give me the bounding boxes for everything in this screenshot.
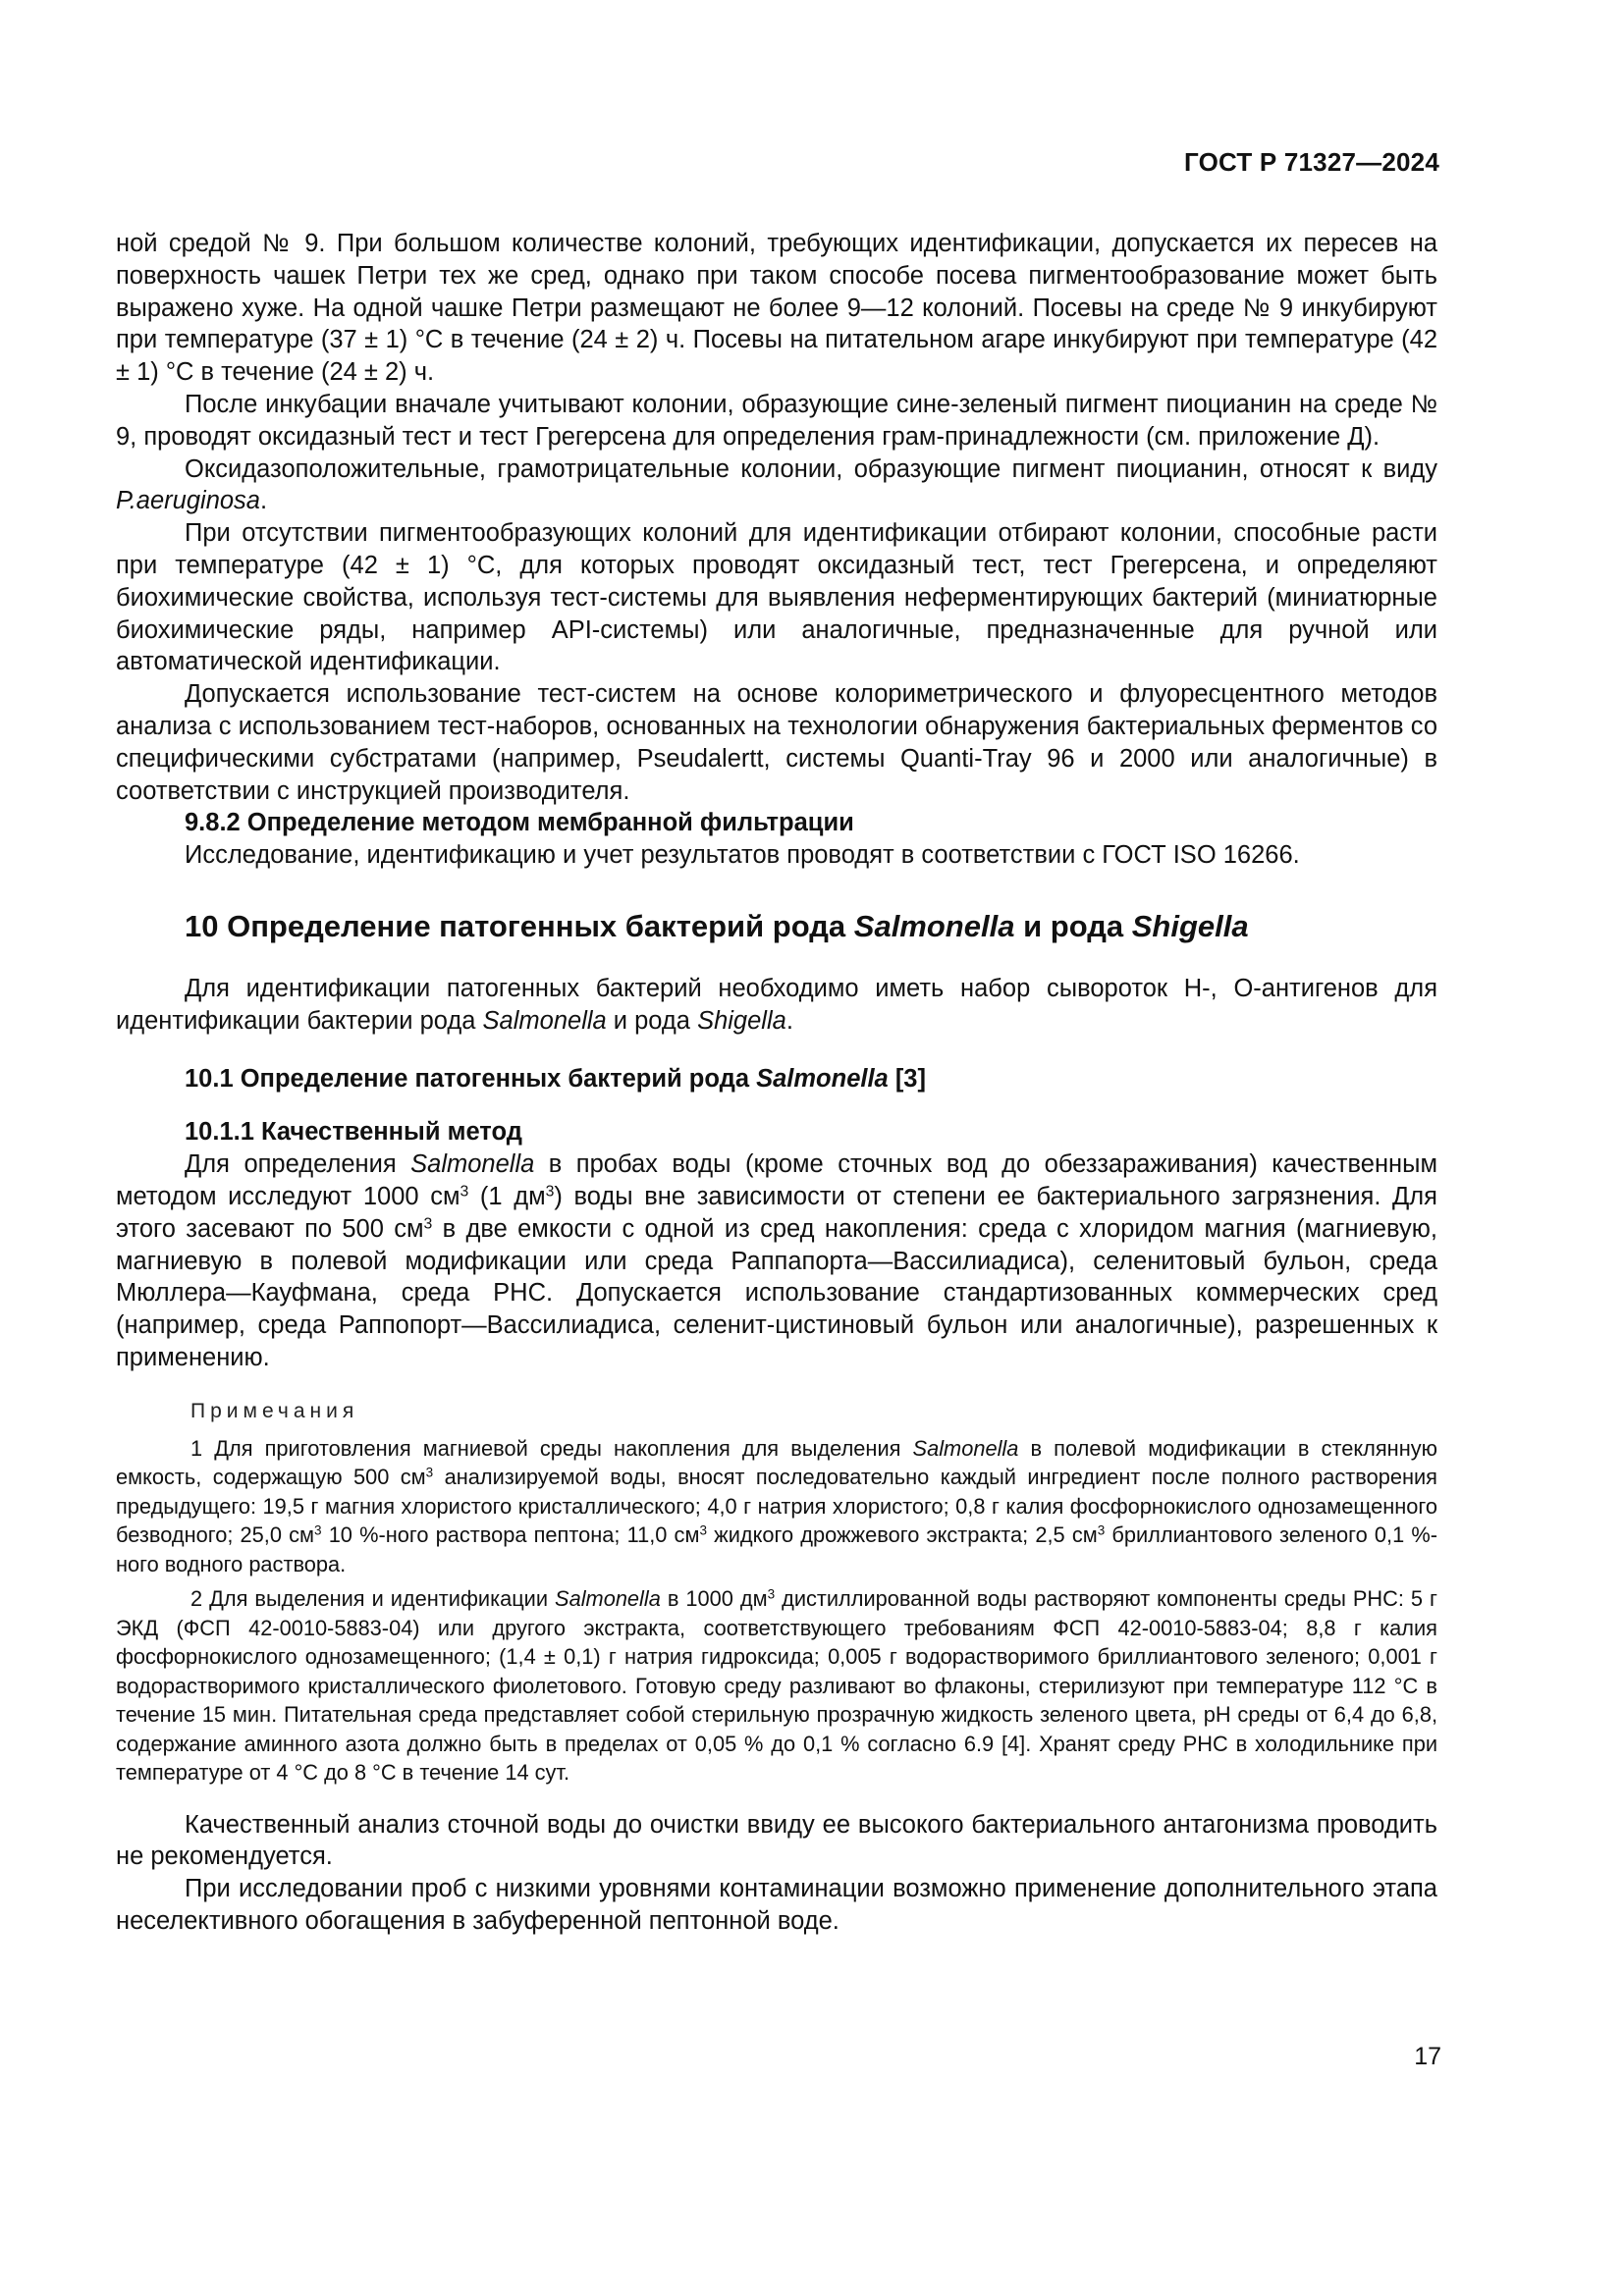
paragraph: При исследовании проб с низкими уровнями контаминации возможно применение дополнительного этапа неселективного обогащения в забуференной пептонной воде.	[116, 1875, 1437, 1935]
paragraph: ной средой № 9. При большом количестве колоний, требующих идентификации, допускается их пересев на поверхность чашек Петри тех же сред, однако при таком способе посева пигментообразование может быть выражено хуже. На одной чашке Петри размещают не более 9—12 колоний. Посевы на среде № 9 инкубируют при температуре (37 ± 1) °С в течение (24 ± 2) ч. Посевы на питательном агаре инкубируют при температуре (42 ± 1) °С в течение (24 ± 2) ч.	[116, 230, 1437, 387]
document-header: ГОСТ Р 71327—2024	[1184, 147, 1439, 177]
paragraph: После инкубации вначале учитывают колонии, образующие сине-зеленый пигмент пиоцианин на среде № 9, проводят оксидазный тест и тест Грегерсена для определения грам-принадлежности (см. приложение Д).	[116, 390, 1437, 451]
paragraph: Оксидазоположительные, грамотрицательные колонии, образующие пигмент пиоцианин, относят к виду P.aeruginosa.	[116, 454, 1437, 515]
note-2: 2 Для выделения и идентификации Salmonella в 1000 $дм^3$ дистиллированной воды растворяют компоненты среды РНС: 5 г ЭКД (ФСП 42-0010-5883-04) или другого экстракта, соответствующего требованиям ФСП 42-0010-5883-04; 8,8 г калия фосфорнокислого однозамещенного; (1,4 ± 0,1) г натрия гидроксида; 0,005 г водорастворимого бриллиантового зеленого; 0,001 г водорастворимого кристаллического фиолетового. Готовую среду разливают во флаконы, стерилизуют при температуре 112 °С в течение 15 мин. Питательная среда представляет собой стерильную прозрачную жидкость зеленого цвета, pH среды от 6,4 до 6,8, содержание аминного азота должно быть в пределах от 0,05 % до 0,1 % согласно 6.9 [4]. Хранят среду РНС в холодильнике при температуре от 4 °С до 8 °С в течение 14 сут.	[116, 1586, 1437, 1785]
subsection-heading-9-8-2: 9.8.2 Определение методом мембранной фильтрации	[185, 809, 854, 837]
section-heading-10: 10 Определение патогенных бактерий рода Salmonella и рода Shigella	[185, 908, 1249, 943]
section-heading-10-1-1: 10.1.1 Качественный метод	[185, 1118, 522, 1147]
paragraph: При отсутствии пигментообразующих колоний для идентификации отбирают колонии, способные расти при температуре (42 ± 1) °С, для которых проводят оксидазный тест, тест Грегерсена, и определяют биохимические свойства, используя тест-системы для выявления неферментирующих бактерий (миниатюрные биохимические ряды, например API-системы) или аналогичные, предназначенные для ручной или автоматической идентификации.	[116, 519, 1437, 676]
species-name: P.aeruginosa	[116, 487, 260, 515]
notes-heading: Примечания	[190, 1399, 359, 1422]
paragraph: Для определения Salmonella в пробах воды (кроме сточных вод до обеззараживания) качественным методом исследуют 1000 $см^3$ (1 $дм^3$) воды вне зависимости от степени ее бактериального загрязнения. Для этого засевают по 500 $см^3$ в две емкости с одной из сред накопления: среда с хлоридом магния (магниевую, магниевую в полевой модификации или среда Раппапорта—Вассилиадиса), селенитовый бульон, среда Мюллера—Кауфмана, среда РНС. Допускается использование стандартизованных коммерческих сред (например, среда Раппопорт—Вассилиадиса, селенит-цистиновый бульон или аналогичные), разрешенных к применению.	[116, 1150, 1437, 1371]
paragraph: Допускается использование тест-систем на основе колориметрического и флуоресцентного методов анализа с использованием тест-наборов, основанных на технологии обнаружения бактериальных ферментов со специфическими субстратами (например, Pseudalertt, системы Quanti-Tray 96 и 2000 или аналогичные) в соответствии с инструкцией производителя.	[116, 680, 1437, 805]
paragraph: Для идентификации патогенных бактерий необходимо иметь набор сывороток Н-, О-антигенов для идентификации бактерии рода Salmonella и рода Shigella.	[116, 974, 1437, 1035]
paragraph: Качественный анализ сточной воды до очистки ввиду ее высокого бактериального антагонизма проводить не рекомендуется.	[116, 1810, 1437, 1871]
section-heading-10-1: 10.1 Определение патогенных бактерий рода Salmonella [3]	[185, 1064, 926, 1093]
document-body	[116, 228, 1437, 1938]
paragraph: Исследование, идентификацию и учет результатов проводят в соответствии с ГОСТ ISO 16266.	[185, 841, 1300, 870]
note-1: 1 Для приготовления магниевой среды накопления для выделения Salmonella в полевой модификации в стеклянную емкость, содержащую 500 $см^3$ анализируемой воды, вносят последовательно каждый ингредиент после полного растворения предыдущего: 19,5 г магния хлористого кристаллического; 4,0 г натрия хлористого; 0,8 г калия фосфорнокислого однозамещенного безводного; 25,0 $см^3$ 10 %-ного раствора пептона; 11,0 $см^3$ жидкого дрожжевого экстракта; 2,5 $см^3$ бриллиантового зеленого 0,1 %-ного водного раствора.	[116, 1435, 1438, 1576]
page-number: 17	[1414, 2043, 1441, 2070]
